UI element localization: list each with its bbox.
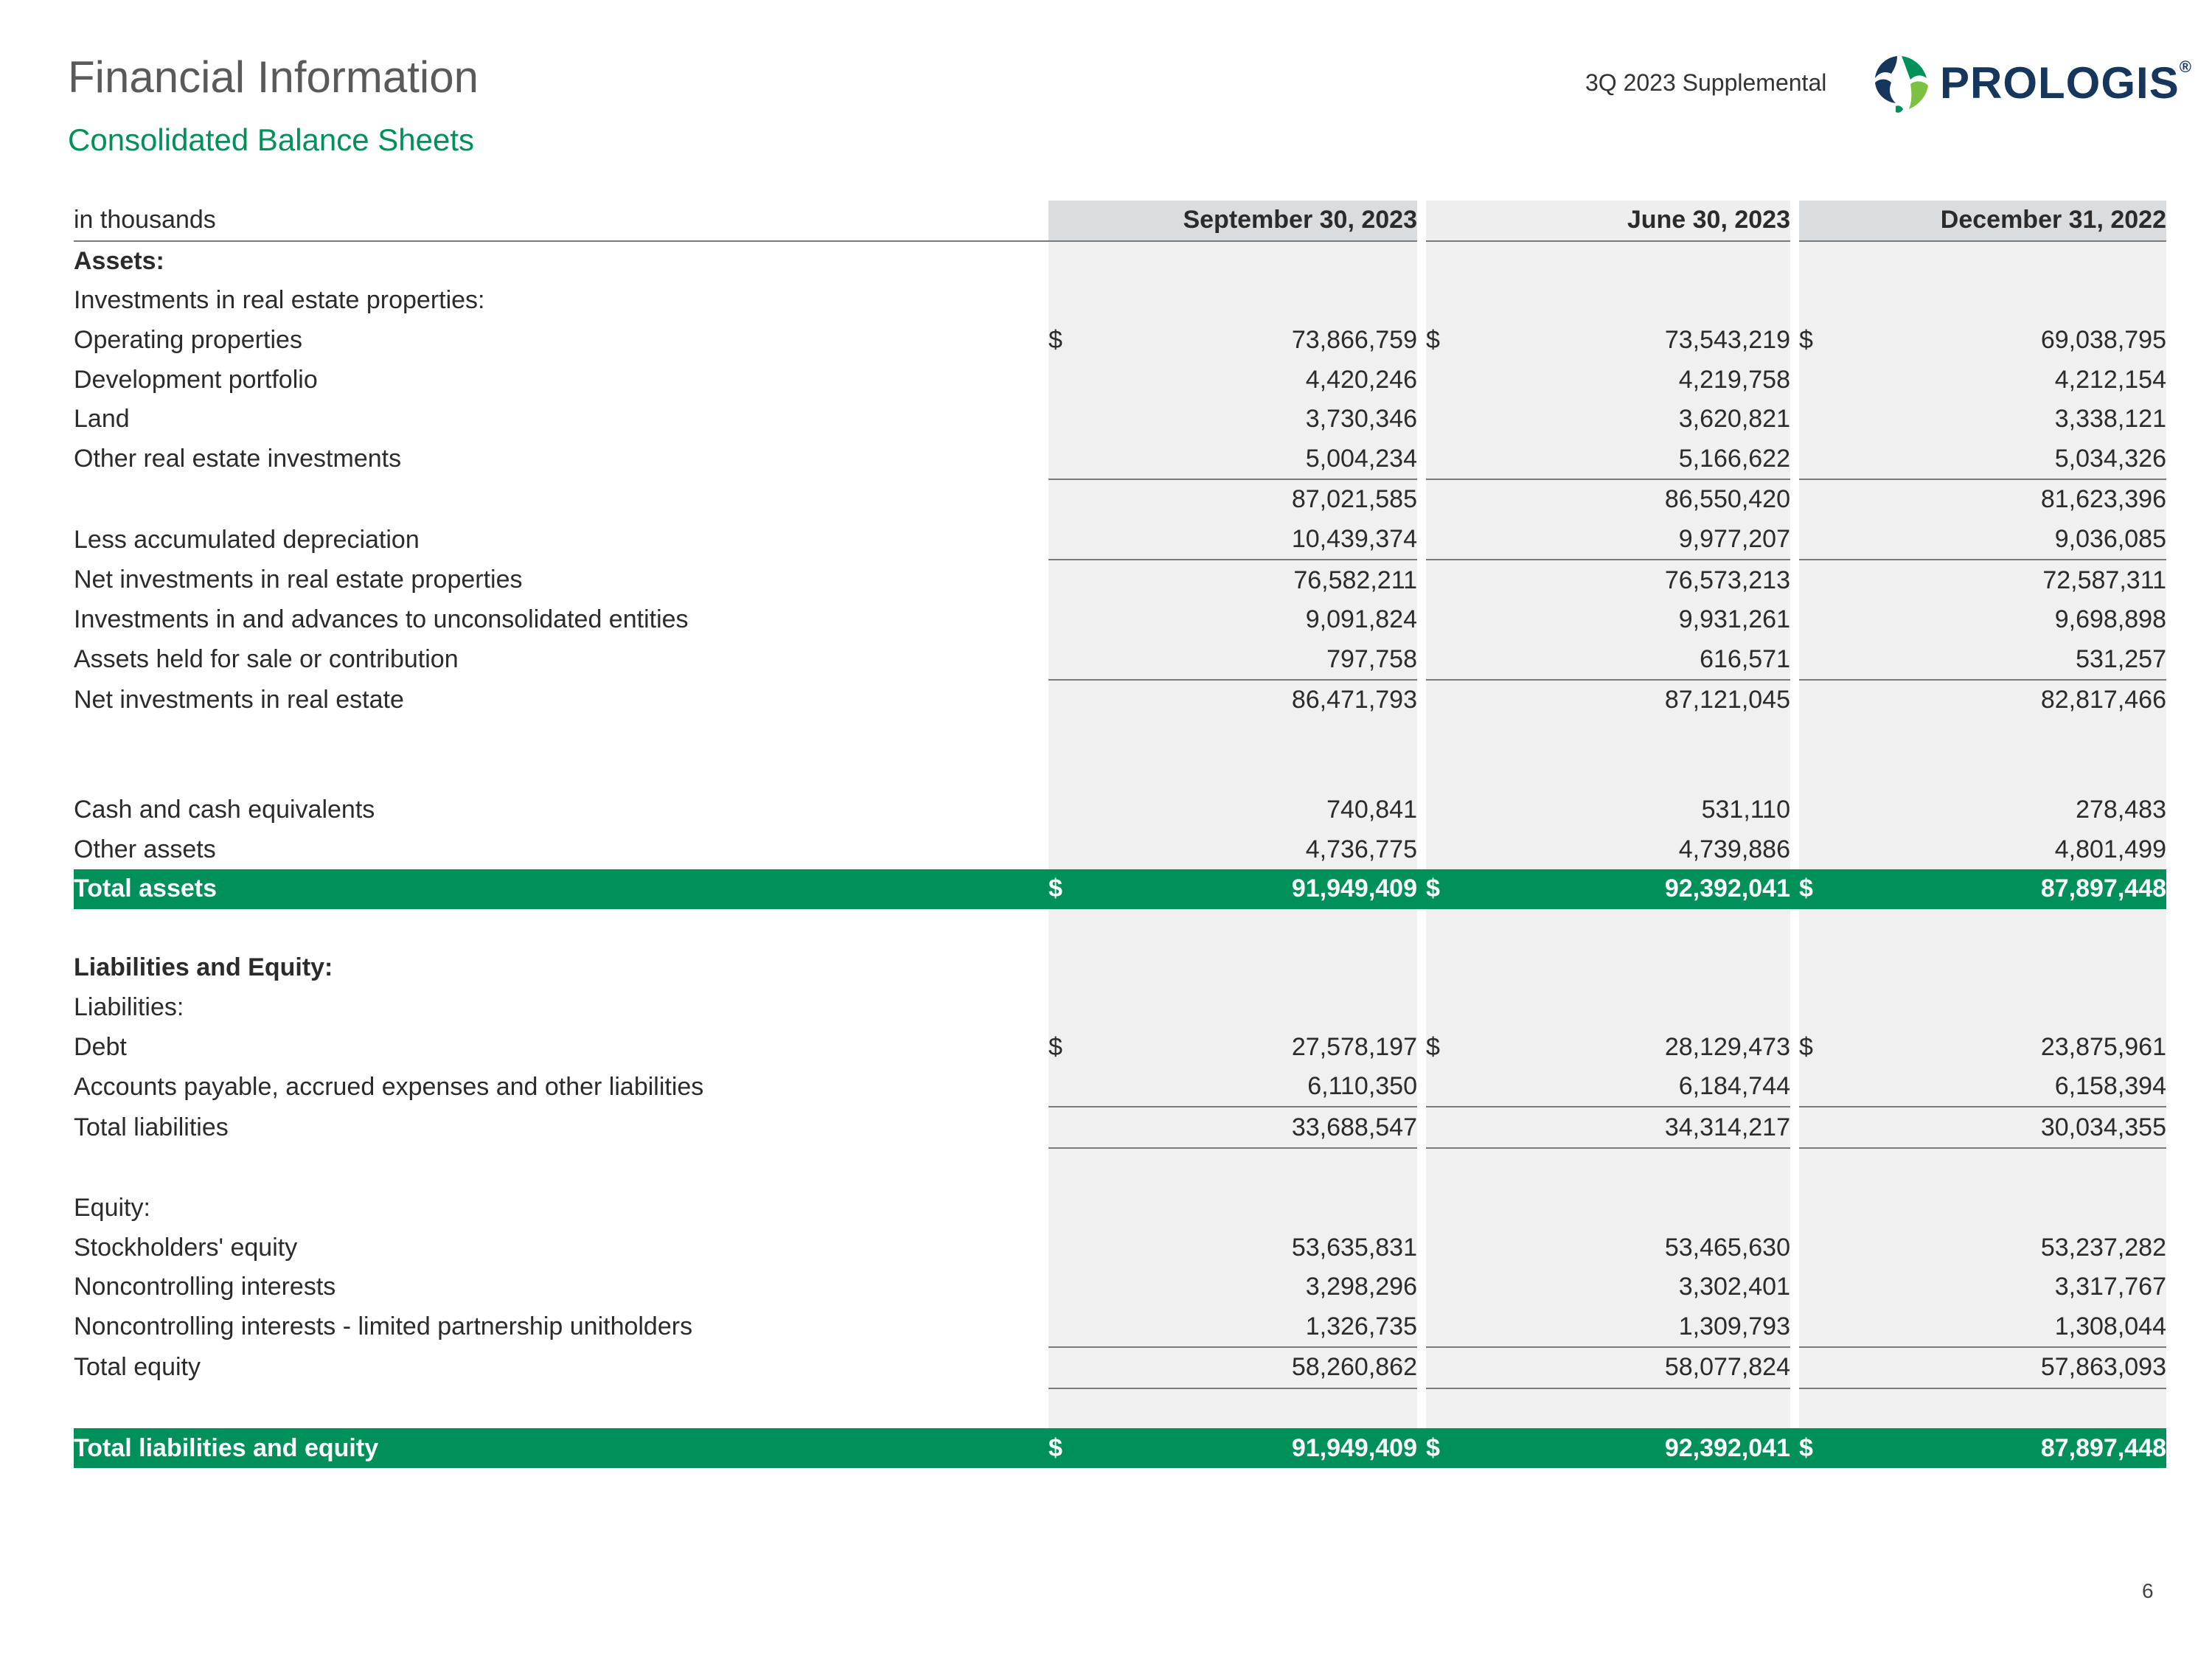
value-cell: 1,309,793 [1426, 1307, 1790, 1347]
value-cell: 23,875,961 [2040, 1032, 2166, 1061]
row-label: Investments in and advances to unconsolidated entities [74, 605, 689, 634]
subtotal-cell: 81,623,396 [2040, 485, 2166, 514]
value-cell: 82,817,466 [2040, 686, 2166, 714]
row-label: Noncontrolling interests [74, 1273, 336, 1301]
table-row [74, 680, 2166, 720]
value-cell: 4,420,246 [1305, 365, 1417, 394]
value-cell: 76,582,211 [1293, 566, 1417, 594]
value-cell: 73,543,219 [1664, 326, 1790, 355]
spacer-row [74, 720, 2166, 790]
row-label: Accounts payable, accrued expenses and other liabilities [74, 1072, 704, 1101]
value-cell: 92,392,041 [1529, 869, 1790, 909]
value-cell: 86,471,793 [1291, 686, 1417, 714]
value-cell: 3,298,296 [1305, 1273, 1417, 1301]
spacer-row [74, 1388, 2166, 1429]
table-row [74, 520, 2166, 560]
row-label: Assets held for sale or contribution [74, 645, 459, 674]
value-cell: 53,635,831 [1291, 1233, 1417, 1262]
value-cell: 5,034,326 [1799, 439, 2166, 480]
total-liabilities-equity-row [74, 1428, 2166, 1468]
page-title: Financial Information [68, 52, 479, 102]
value-cell: 73,866,759 [1291, 326, 1417, 355]
value-cell: 9,698,898 [2054, 605, 2166, 634]
row-label: Other real estate investments [74, 445, 402, 473]
value-cell: 4,739,886 [1678, 835, 1790, 863]
value-cell: 3,338,121 [2054, 405, 2166, 434]
table-row [74, 241, 2166, 282]
value-cell: 9,036,085 [1799, 520, 2166, 560]
table-row [74, 1189, 2166, 1228]
value-cell: 30,034,355 [1799, 1107, 2166, 1148]
table-row [74, 321, 2166, 361]
value-cell: 616,571 [1426, 640, 1790, 681]
value-cell: 87,897,448 [1902, 1428, 2166, 1468]
currency-symbol: $ [1799, 1032, 1813, 1061]
row-label: Land [74, 405, 130, 434]
table-row [74, 1267, 2166, 1307]
value-cell: 797,758 [1048, 640, 1417, 681]
row-label: Cash and cash equivalents [74, 796, 375, 824]
value-cell: 3,620,821 [1678, 405, 1790, 434]
currency-symbol: $ [1426, 869, 1529, 909]
column-header-jun-2023: June 30, 2023 [1426, 201, 1790, 241]
value-cell: 6,158,394 [1799, 1067, 2166, 1107]
row-label: Development portfolio [74, 365, 318, 394]
table-row [74, 479, 2166, 520]
value-cell: 6,110,350 [1048, 1067, 1417, 1107]
section-heading-assets: Assets: [74, 246, 164, 275]
logo-wordmark-pro: PRO [1940, 58, 2039, 108]
spacer-row [74, 909, 2166, 949]
value-cell: 91,949,409 [1152, 869, 1417, 909]
spacer-row [74, 1148, 2166, 1189]
currency-symbol: $ [1048, 326, 1062, 355]
row-label: Net investments in real estate [74, 685, 404, 714]
row-label: Debt [74, 1032, 127, 1061]
currency-symbol: $ [1048, 869, 1152, 909]
row-label: Total assets [74, 869, 1048, 909]
value-cell: 1,308,044 [1799, 1307, 2166, 1347]
value-cell: 72,587,311 [2042, 566, 2166, 594]
subtotal-cell: 86,550,420 [1664, 485, 1790, 514]
table-header-row [74, 201, 2166, 241]
value-cell: 58,077,824 [1426, 1347, 1790, 1388]
subheading-equity: Equity: [74, 1193, 150, 1222]
total-assets-row [74, 869, 2166, 909]
table-row [74, 948, 2166, 988]
table-row [74, 400, 2166, 439]
currency-symbol: $ [1048, 1428, 1152, 1468]
logo-registered-mark: ® [2179, 58, 2192, 76]
page-subtitle: Consolidated Balance Sheets [68, 122, 475, 157]
value-cell: 6,184,744 [1426, 1067, 1790, 1107]
row-label: Stockholders' equity [74, 1233, 298, 1262]
value-cell: 87,121,045 [1664, 686, 1790, 714]
value-cell: 91,949,409 [1152, 1428, 1417, 1468]
row-label: Total equity [74, 1353, 201, 1382]
value-cell: 5,166,622 [1426, 439, 1790, 480]
value-cell: 33,688,547 [1048, 1107, 1417, 1148]
balance-sheet-table [74, 201, 2166, 1468]
supplemental-label: 3Q 2023 Supplemental [1585, 69, 1827, 96]
value-cell: 53,237,282 [2040, 1233, 2166, 1262]
section-heading-liabilities-equity: Liabilities and Equity: [74, 953, 333, 982]
value-cell: 740,841 [1326, 796, 1417, 824]
value-cell: 58,260,862 [1048, 1347, 1417, 1388]
value-cell: 4,212,154 [2054, 365, 2166, 394]
table-row [74, 790, 2166, 830]
value-cell: 4,801,499 [2054, 835, 2166, 863]
column-header-dec-2022: December 31, 2022 [1799, 201, 2166, 241]
column-header-sep-2023: September 30, 2023 [1048, 201, 1417, 241]
value-cell: 28,129,473 [1664, 1032, 1790, 1061]
table-row [74, 360, 2166, 400]
value-cell: 9,091,824 [1305, 605, 1417, 634]
currency-symbol: $ [1048, 1032, 1062, 1061]
value-cell: 531,257 [1799, 640, 2166, 681]
row-label: Total liabilities and equity [74, 1428, 1048, 1468]
currency-symbol: $ [1799, 1428, 1902, 1468]
value-cell: 3,302,401 [1678, 1273, 1790, 1301]
table-row [74, 1307, 2166, 1347]
currency-symbol: $ [1799, 326, 1813, 355]
row-label: Less accumulated depreciation [74, 525, 420, 554]
value-cell: 87,897,448 [1902, 869, 2166, 909]
value-cell: 4,219,758 [1678, 365, 1790, 394]
table-row [74, 1027, 2166, 1067]
row-label: Total liabilities [74, 1113, 229, 1141]
value-cell: 27,578,197 [1291, 1032, 1417, 1061]
unit-label: in thousands [74, 201, 1048, 241]
logo-wordmark [1940, 58, 2192, 108]
value-cell: 53,465,630 [1664, 1233, 1790, 1262]
logo-wordmark-logis: LOGIS [2038, 58, 2180, 108]
table-row [74, 1228, 2166, 1267]
globe-logo-icon [1869, 53, 1933, 116]
table-row [74, 439, 2166, 480]
table-row [74, 1067, 2166, 1107]
value-cell: 92,392,041 [1529, 1428, 1790, 1468]
row-label: Operating properties [74, 326, 302, 355]
row-label: Net investments in real estate properties [74, 566, 523, 594]
subheading-liabilities: Liabilities: [74, 992, 184, 1021]
currency-symbol: $ [1799, 869, 1902, 909]
table-row [74, 600, 2166, 640]
value-cell: 34,314,217 [1426, 1107, 1790, 1148]
value-cell: 5,004,234 [1048, 439, 1417, 480]
row-label: Other assets [74, 835, 216, 863]
value-cell: 4,736,775 [1305, 835, 1417, 863]
value-cell: 69,038,795 [2040, 326, 2166, 355]
table-row [74, 988, 2166, 1028]
table-row [74, 830, 2166, 869]
table-row [74, 1347, 2166, 1388]
table-row [74, 1107, 2166, 1148]
value-cell: 10,439,374 [1048, 520, 1417, 560]
value-cell: 1,326,735 [1048, 1307, 1417, 1347]
value-cell: 3,730,346 [1305, 405, 1417, 434]
value-cell: 9,977,207 [1426, 520, 1790, 560]
value-cell: 3,317,767 [2054, 1273, 2166, 1301]
prologis-logo [1869, 52, 2192, 118]
table-row [74, 560, 2166, 600]
currency-symbol: $ [1426, 1032, 1440, 1061]
row-label: Noncontrolling interests - limited partnership unitholders [74, 1312, 693, 1341]
table-row [74, 281, 2166, 321]
value-cell: 278,483 [2076, 796, 2166, 824]
page-number: 6 [2142, 1579, 2154, 1602]
currency-symbol: $ [1426, 326, 1440, 355]
value-cell: 531,110 [1701, 796, 1790, 824]
table-row [74, 640, 2166, 681]
value-cell: 57,863,093 [1799, 1347, 2166, 1388]
subtotal-cell: 87,021,585 [1291, 485, 1417, 514]
value-cell: 9,931,261 [1678, 605, 1790, 634]
value-cell: 76,573,213 [1664, 566, 1790, 594]
currency-symbol: $ [1426, 1428, 1529, 1468]
subheading-investments: Investments in real estate properties: [74, 286, 485, 315]
